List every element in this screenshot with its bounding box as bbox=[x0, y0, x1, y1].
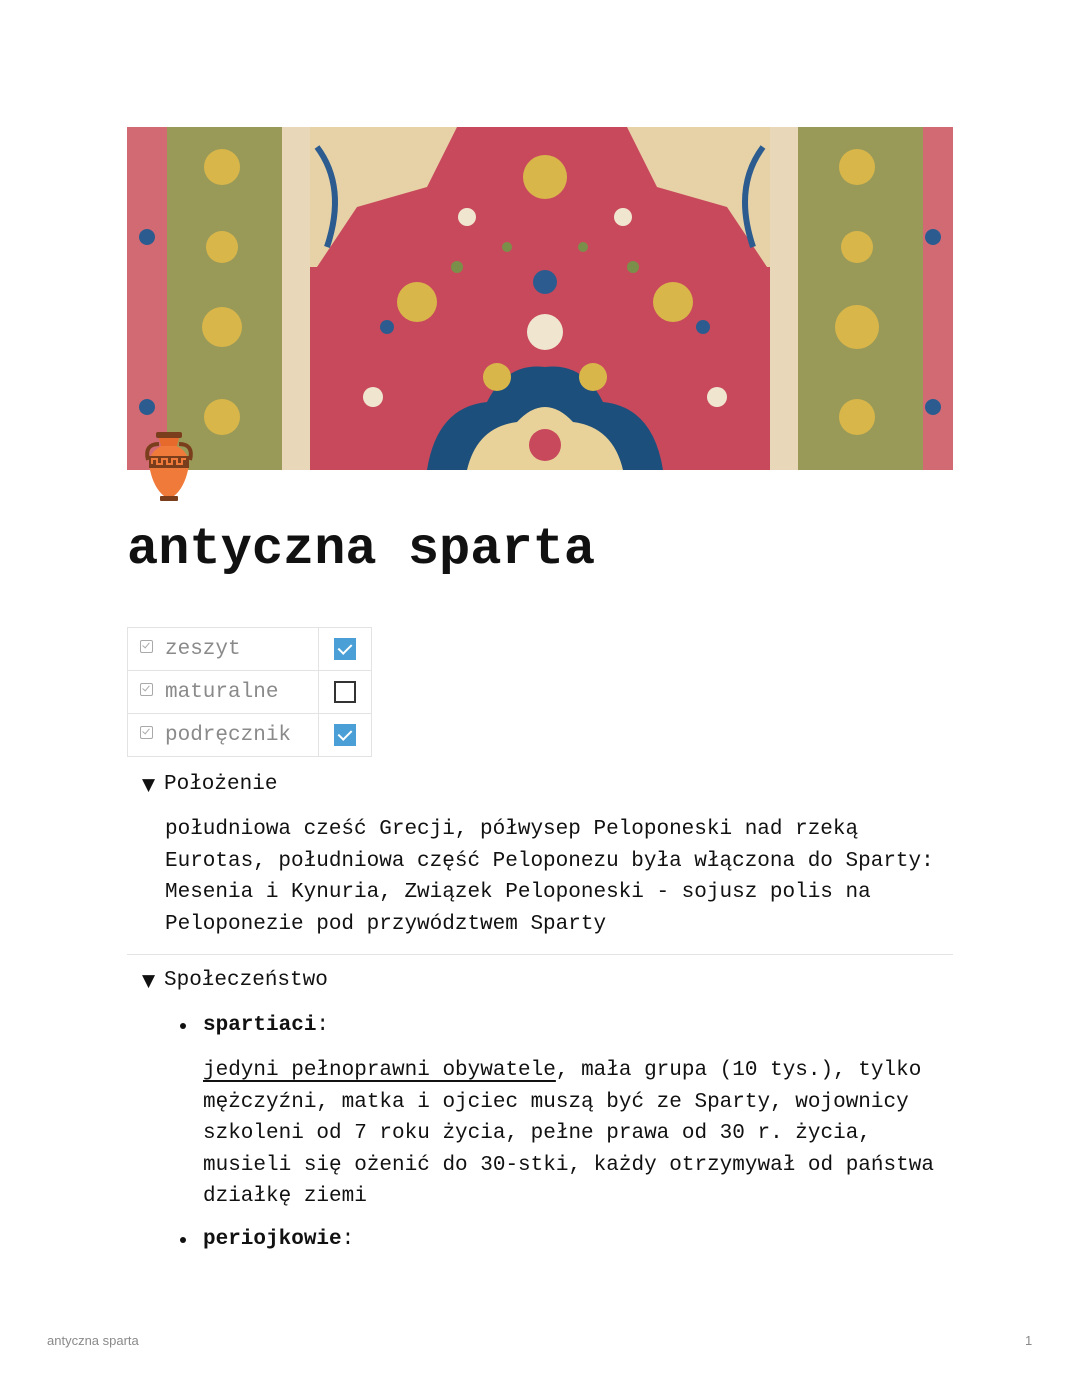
property-row bbox=[128, 628, 372, 671]
body-text: , mała grupa (10 tys.), tylko mężczyźni, matka i ojciec muszą być ze Sparty, wojownicy szkoleni od 7 roku życia, pełne prawa od 30 r. życia, musieli się ożenić do 30-stki, każdy otrzymywał od państwa działkę ziemi bbox=[203, 1059, 934, 1209]
toggle-polozenie[interactable] bbox=[142, 773, 277, 796]
colon: : bbox=[341, 1228, 355, 1251]
property-value-cell[interactable] bbox=[319, 714, 372, 757]
toggle-label: Położenie bbox=[164, 773, 278, 796]
underlined-text: jedyni pełnoprawni obywatele bbox=[203, 1059, 556, 1082]
toggle-label: Społeczeństwo bbox=[164, 969, 328, 992]
checkbox-property-icon bbox=[140, 683, 153, 696]
colon: : bbox=[316, 1014, 330, 1037]
property-label: maturalne bbox=[165, 680, 279, 704]
property-value-cell[interactable] bbox=[319, 671, 372, 714]
property-label: podręcznik bbox=[165, 723, 292, 747]
bullet-dot bbox=[180, 1237, 186, 1243]
checkbox-property-icon bbox=[140, 640, 153, 653]
property-value-cell[interactable] bbox=[319, 628, 372, 671]
bullet-dot bbox=[180, 1023, 186, 1029]
checkbox-property-icon bbox=[140, 726, 153, 739]
properties-table bbox=[127, 627, 372, 757]
checkbox-checked[interactable] bbox=[334, 638, 356, 660]
page-number: 1 bbox=[1025, 1333, 1033, 1348]
property-row bbox=[128, 714, 372, 757]
term-label: spartiaci bbox=[203, 1014, 317, 1037]
property-label: zeszyt bbox=[165, 637, 241, 661]
property-name-cell[interactable] bbox=[128, 714, 319, 757]
property-row bbox=[128, 671, 372, 714]
property-name-cell[interactable] bbox=[128, 628, 319, 671]
toggle-spoleczenstwo[interactable] bbox=[142, 969, 328, 992]
spartiaci-text bbox=[203, 1055, 963, 1213]
checkbox-unchecked[interactable] bbox=[334, 681, 356, 703]
list-item-spartiaci bbox=[180, 1014, 329, 1037]
footer-title: antyczna sparta bbox=[47, 1333, 139, 1348]
polozenie-text: południowa cześć Grecji, półwysep Peloponeski nad rzeką Eurotas, południowa część Peloponezu była włączona do Sparty: Mesenia i Kynuria, Związek Peloponeski - sojusz polis na Peloponezie pod przywództwem Sparty bbox=[165, 818, 934, 936]
cover-image bbox=[127, 127, 953, 470]
term-label: periojkowie bbox=[203, 1228, 342, 1251]
amphora-icon[interactable] bbox=[140, 430, 198, 506]
checkbox-checked[interactable] bbox=[334, 724, 356, 746]
triangle-down-icon[interactable]: ▼ bbox=[142, 774, 156, 795]
carpet-pattern bbox=[127, 127, 953, 470]
triangle-down-icon[interactable]: ▼ bbox=[142, 970, 156, 991]
page-title[interactable]: antyczna sparta bbox=[127, 520, 596, 579]
property-name-cell[interactable] bbox=[128, 671, 319, 714]
list-item-periojkowie bbox=[180, 1228, 354, 1251]
divider bbox=[127, 954, 953, 955]
